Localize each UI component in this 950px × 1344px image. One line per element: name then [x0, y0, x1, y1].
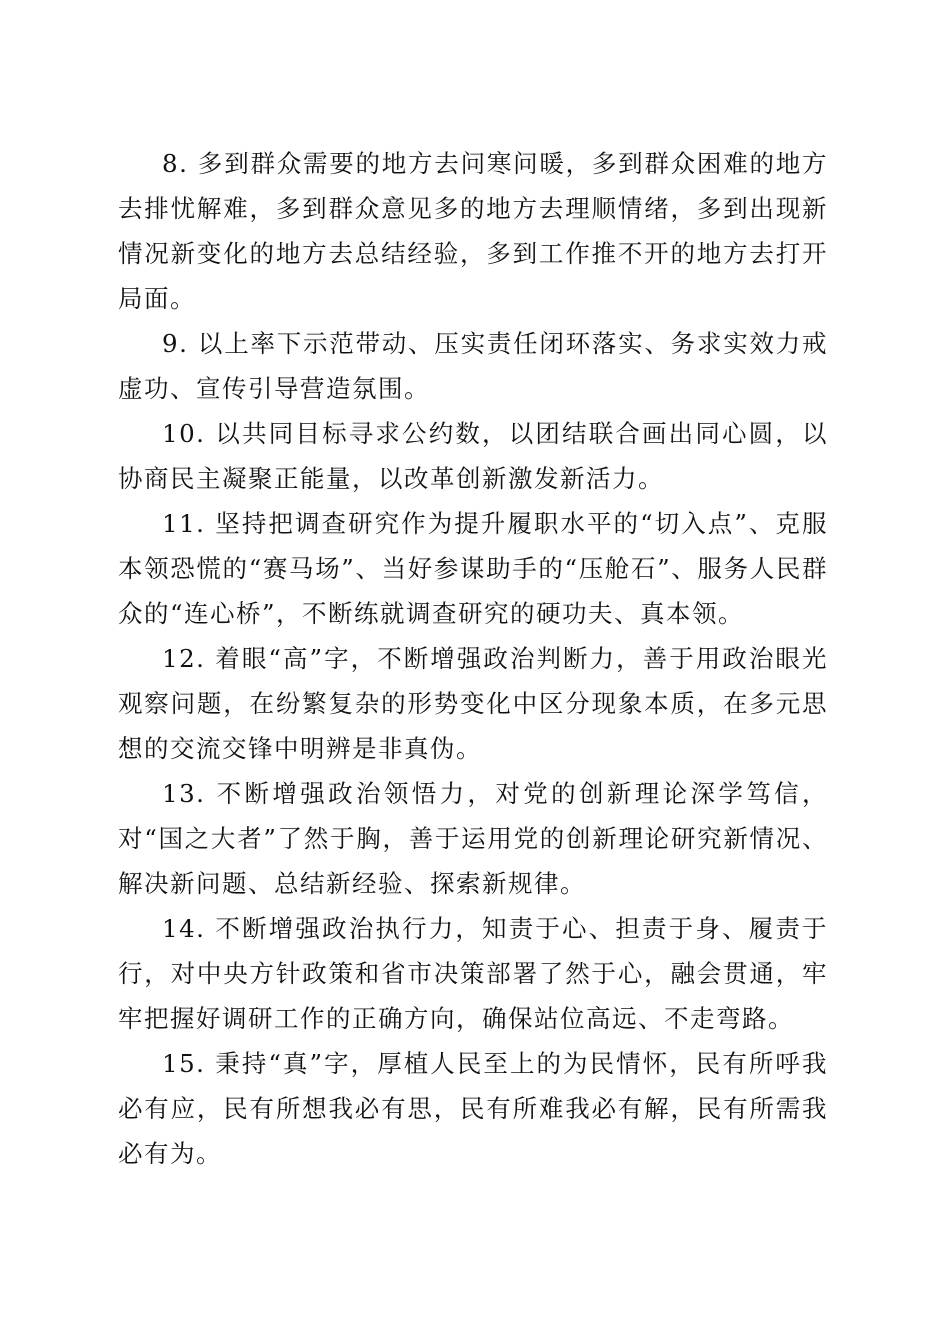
- paragraph-8: 8. 多到群众需要的地方去问寒问暖，多到群众困难的地方去排忧解难，多到群众意见多的地方去理顺情绪，多到出现新情况新变化的地方去总结经验，多到工作推不开的地方去打开局面。: [118, 149, 828, 313]
- paragraph-10: 10. 以共同目标寻求公约数，以团结联合画出同心圆，以协商民主凝聚正能量，以改革创新激发新活力。: [118, 419, 828, 493]
- document-body: [118, 141, 828, 1176]
- paragraph-11: 11. 坚持把调查研究作为提升履职水平的“切入点”、克服本领恐慌的“赛马场”、当好参谋助手的“压舱石”、服务人民群众的“连心桥”，不断练就调查研究的硬功夫、真本领。: [118, 509, 828, 628]
- paragraph-14: 14. 不断增强政治执行力，知责于心、担责于身、履责于行，对中央方针政策和省市决策部署了然于心，融会贯通，牢牢把握好调研工作的正确方向，确保站位高远、不走弯路。: [118, 914, 828, 1033]
- paragraph-12: 12. 着眼“高”字，不断增强政治判断力，善于用政治眼光观察问题，在纷繁复杂的形势变化中区分现象本质，在多元思想的交流交锋中明辨是非真伪。: [118, 644, 828, 763]
- paragraph-13: 13. 不断增强政治领悟力，对党的创新理论深学笃信，对“国之大者”了然于胸，善于运用党的创新理论研究新情况、解决新问题、总结新经验、探索新规律。: [118, 779, 828, 898]
- paragraph-15: 15. 秉持“真”字，厚植人民至上的为民情怀，民有所呼我必有应，民有所想我必有思，民有所难我必有解，民有所需我必有为。: [118, 1049, 828, 1168]
- paragraph-9: 9. 以上率下示范带动、压实责任闭环落实、务求实效力戒虚功、宣传引导营造氛围。: [118, 329, 828, 403]
